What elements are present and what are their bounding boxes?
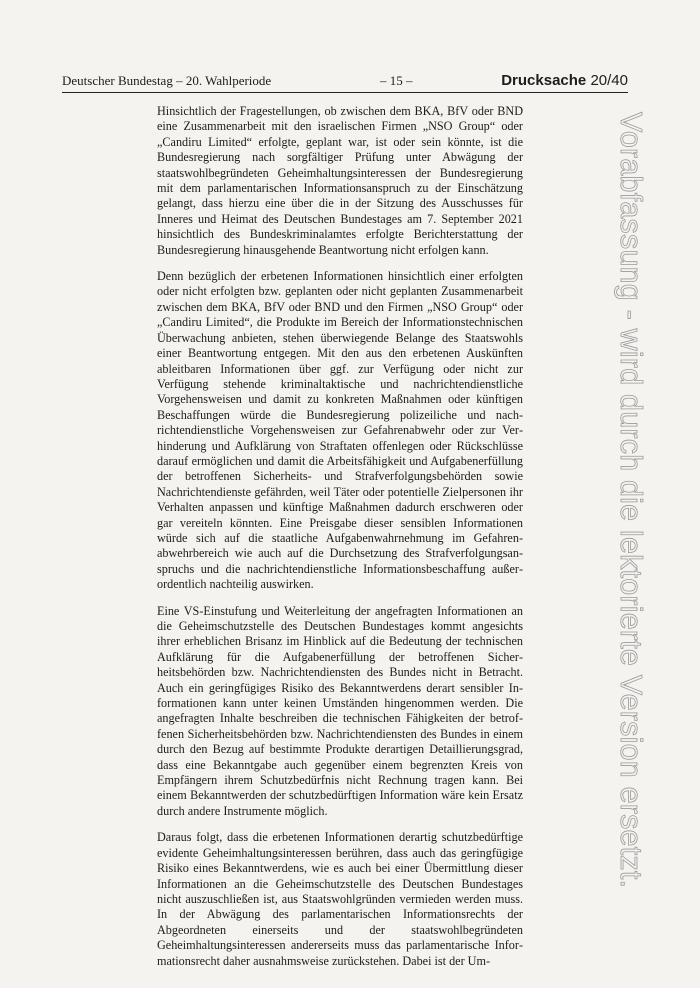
paragraph-3: Eine VS-Einstufung und Weiterleitung der angefragten Informationen an die Geheimschutzstelle des Deutschen Bundestages kommt angesichts ihrer erheblichen Brisanz im Hinblick auf die Bedeutung der technischen Aufklärung für die Aufgabenerfüllung der betroffenen Sicherheitsbehörden bzw. Nachrichtendiensten des Bundes nicht in Betracht. Auch ein geringfügiges Risiko des Bekanntwerdens derart sensibler Informationen kann unter keinen Umständen hingenommen werden. Die angefragten Inhalte beschreiben die technischen Fähigkeiten der betroffenen Sicherheitsbehörden bzw. Nachrichtendiensten des Bundes in einem durch den Bezug auf bestimmte Produkte derartigen Detaillierungsgrad, dass eine Bekanntgabe auch gegenüber einem begrenzten Kreis von Empfängern ihrem Schutzbedürfnis nicht Rechnung tragen kann. Bei einem Bekanntwerden der schutzbedürftigen Information wäre kein Ersatz durch andere Instrumente möglich. [157,603,523,818]
page-number: – 15 – [380,73,413,88]
paragraph-1: Hinsichtlich der Fragestellungen, ob zwischen dem BKA, BfV oder BND eine Zusammenarbeit mit den israelischen Firmen „NSO Group“ oder „Candiru Limited“ erfolgte, geplant war, ist oder sein könnte, ist die Bundesregierung nach sorgfältiger Prüfung unter Abwägung der staatswohlbegründeten Geheimhaltungsinteressen der Bundesregierung mit dem parlamentarischen Informationsanspruch zu der Einschätzung gelangt, dass hierzu eine über die in der Sitzung des Ausschusses für Inneres und Heimat des Deutschen Bundestages am 7. September 2021 hinsichtlich des Bundeskriminalamtes erfolgte Berichterstattung der Bundesregierung hinausgehende Beantwortung nicht erfolgen kann. [157,104,523,257]
document-label: Drucksache [501,72,587,89]
body-text [157,104,523,980]
preliminary-version-watermark: Vorabfassung - wird durch die lektorierte Version ersetzt. [614,112,648,889]
paragraph-4: Daraus folgt, dass die erbetenen Informationen derartig schutzbedürftige evidente Geheimhaltungsinteressen berühren, dass auch das geringfügige Risiko eines Bekanntwerdens, wie es auch bei einer Übermittlung dieser Informationen an die Geheimschutzstelle des Deutschen Bundestages nicht auszuschließen ist, aus Staatswohlgründen vermieden werden muss. In der Abwägung des parlamentarischen Informationsrechts der Abgeordneten einerseits und der staatswohlbegründeten Geheimhaltungsinteressen andererseits muss das parlamentarische Informationsrecht daher ausnahmsweise zurückstehen. Dabei ist der Um- [157,830,523,968]
paragraph-2: Denn bezüglich der erbetenen Informationen hinsichtlich einer erfolgten oder nicht erfolgten bzw. geplanten oder nicht geplanten Zusammenarbeit zwischen dem BKA, BfV oder BND und den Firmen „NSO Group“ oder „Candiru Limited“, die Produkte im Bereich der Informationstechnischen Überwachung anbieten, stehen überwiegende Belange des Staatswohls einer Beantwortung entgegen. Mit den aus den erbetenen Auskünften ableitbaren Informationen über ggf. zur Verfügung oder nicht zur Verfügung stehende kriminaltaktische und nachrichtendienstliche Vorgehensweisen und damit zu konkreten Maßnahmen oder künftigen Beschaffungen würde die Bundesregierung polizeiliche und nachrichtendienstliche Vorgehensweisen zur Gefahrenabwehr oder zur Verhinderung und Aufklärung von Straftaten offenlegen oder Rückschlüsse darauf ermöglichen und damit die Arbeitsfähigkeit und Aufgabenerfüllung der betroffenen Sicherheits- und Strafverfolgungsbehörden sowie Nachrichtendienste gefährden, weil Täter oder potentielle Zielpersonen ihr Verhalten anpassen und künftige Maßnahmen dadurch erschweren oder gar vereiteln könnten. Eine Preisgabe dieser sensiblen Informationen würde sich auf die staatliche Aufgabenwahrnehmung im Gefahrenabwehrbereich wie auch auf die Durchsetzung des Strafverfolgungsanspruchs und die nachrichtendienstliche Informationsbeschaffung außerordentlich nachteilig auswirken. [157,269,523,592]
header-parliament-period: Deutscher Bundestag – 20. Wahlperiode [62,73,272,88]
document-number [501,72,628,89]
document-number-value: 20/40 [590,72,628,89]
page-header [62,72,628,93]
